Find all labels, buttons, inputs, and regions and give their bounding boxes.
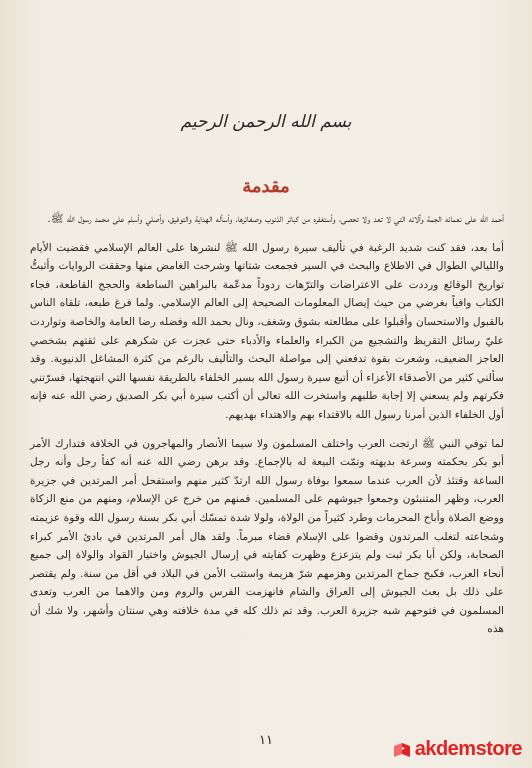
- paragraph-main: أما بعد، فقد كنت شديد الرغبة في تأليف سيرة رسول الله ﷺ لنشرها على العالم الإسلامي فقضيت الأيام والليالي الطوال في الاطلاع والبحث في السير فجمعت شتاتها وشرحت الغامض منها وحققت الروايات وأثبتُّ تواريخ الوقائع ورددت على الاعتراضات والترّهات ردوداً مدعّمة بالبراهين الساطعة والحجج القاطعة، فجاء الكتاب وافياً بغرضي من حيث إيصال المعلومات الصحيحة إلى العالم الإسلامي. ولما فرغ طبعه، تلقاه الناس بالقبول والاستحسان وأقبلوا على مطالعته بشوق وشغف، ونال بحمد الله وفضله رضا العامة والخاصة وتواردت عليّ رسائل التقريظ والتشجيع من الكبراء والعلماء والأدباء حتى عجزت عن شكرهم على ثقتهم بشخصي العاجز الضعيف، وشعرت بقوة تدفعني إلى مواصلة البحث والتأليف بالرغم من كثرة المشاغل الدنيوية. وقد سألني كثير من الأصدقاء الأعزاء أن أتبع سيرة رسول الله بسير الخلفاء بالطريقة نفسها التي انتهجتها، فسرّتني فكرتهم ولم يسعني إلا إجابة طلبهم واستخرت الله تعالى أن أكتب سيرة أبي بكر الصديق رضي الله عنه فإنه أول الخلفاء الذين أمرنا رسول الله بالاقتداء بهم والاهتداء بهديهم.: [30, 241, 504, 421]
- page-number: ١١: [259, 733, 273, 748]
- store-watermark: [392, 738, 522, 761]
- store-logo-text: akdemstore: [414, 738, 522, 760]
- body-text: [30, 210, 504, 649]
- book-logo-icon: [392, 740, 412, 760]
- basmala-calligraphy: بسم الله الرحمن الرحيم: [180, 112, 352, 132]
- paragraph-opening: أحمد الله على نعمائه الجمة وآلائه التي لا تعد ولا تحصى، وأستغفره من كبائر الذنوب وصغائرها، وأسأله الهداية والتوفيق، وأصلي وأسلم على محمد رسول الله ﷺ.: [47, 213, 504, 225]
- paragraph-history: لما توفي النبي ﷺ ارتجت العرب واختلف المسلمون ولا سيما الأنصار والمهاجرون في الخلافة فتدارك الأمر أبو بكر بحكمته وسرعة بديهته وتمّت البيعة له بالإجماع. وقد برهن رضي الله عنه أنه كفأ رجل وأنه رجل الساعة وقتئذ لأن العرب عندما سمعوا بوفاة رسول الله ارتدّ كثير منهم واستفحل أمر المرتدين في جزيرة العرب، وظهر المتنبئون وجمعوا جيوشهم على المسلمين. فمنهم من خرج عن الإسلام، ومنهم من منع الزكاة ووضع الصلاة وأباح المحرمات وطرد كثيراً من الولاة، ولولا شدة تمسّك أبي بكر بسنة رسول الله وقوة عزيمته وشجاعته لتغلب المرتدون وقضوا على الإسلام قضاء مبرماً. ولقد هال أمر المرتدين في بادئ الأمر كبراء الصحابة، ولكن أبا بكر ثبت ولم يتزعزع وظهرت كفايته في إرسال الجيوش واختيار القواد والولاة إلى جميع أنحاء العرب، فكبح جماح المرتدين وهزمهم شرّ هزيمة واستتب الأمن في البلاد في أقل من سنة. ولم يقتصر على ذلك بل بعث الجيوش إلى العراق والشام فانهزمت الفرس والروم ومن والاهما من العرب وتعدى المسلمون في فتوحهم شبه جزيرة العرب. وقد تم ذلك كله في مدة خلافته وهي سنتان وأشهر، ولا شك أن هذه: [30, 437, 504, 636]
- page-title: مقدمة: [242, 176, 290, 197]
